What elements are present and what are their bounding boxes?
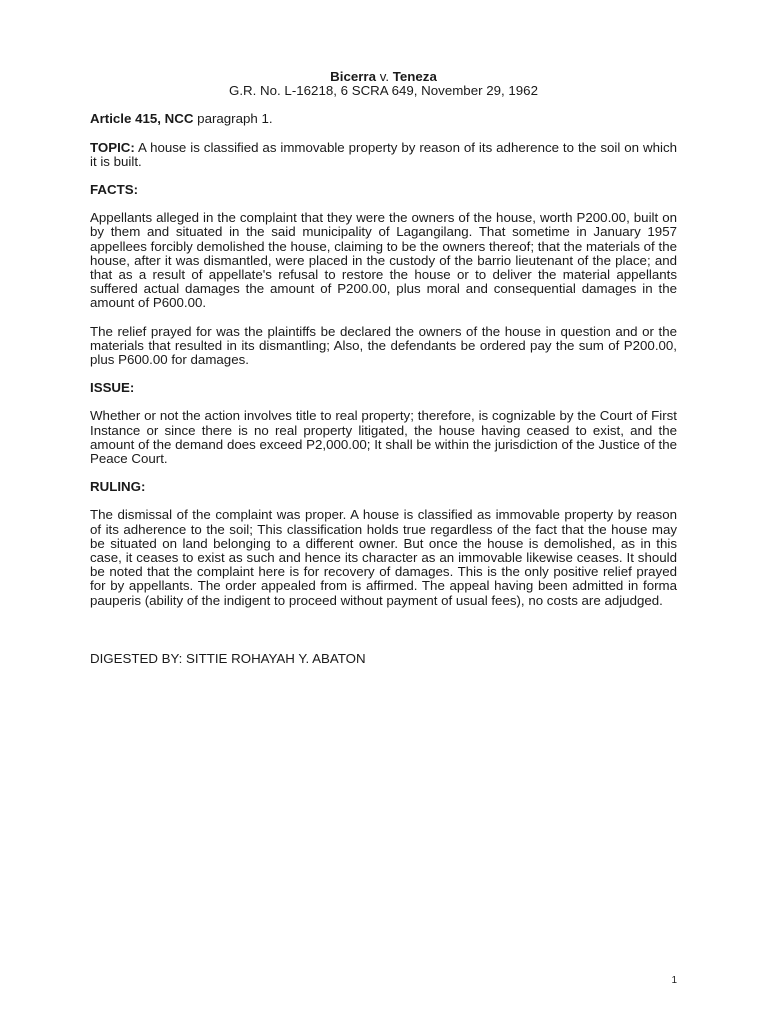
document-page [90,70,677,680]
party-1: Bicerra [330,69,376,84]
issue-heading: ISSUE: [90,380,135,396]
facts-paragraph-2: The relief prayed for was the plaintiffs be declared the owners of the house in question and or the materials that resulted in its dismantling; Also, the defendants be ordered pay the sum of P200.00, plus P600.00 for damages. [90,323,677,368]
topic-label: TOPIC: [90,139,135,155]
ruling-paragraph: The dismissal of the complaint was proper. A house is classified as immovable property by reason of its adherence to the soil; This classification holds true regardless of the fact that the house may be situated on land belonging to a different owner. But once the house is demolished, as in this case, it ceases to exist as such and hence its character as an immovable likewise ceases. It should be noted that the complaint here is for recovery of damages. This is the only positive relief prayed for by appellants. The order appealed from is affirmed. The appeal having been admitted in forma pauperis (ability of the indigent to proceed without payment of usual fees), no costs are adjudged. [90,507,677,608]
digested-by-line: DIGESTED BY: SITTIE ROHAYAH Y. ABATON [90,650,366,666]
facts-heading: FACTS: [90,182,139,198]
ruling-heading: RULING: [90,479,146,495]
issue-paragraph: Whether or not the action involves title to real property; therefore, is cognizable by the Court of First Instance or since there is no real property litigated, the house having ceased to exist, and the amount of the demand does exceed P2,000.00; It shall be within the jurisdiction of the Justice of the Peace Court. [90,408,677,467]
article-line [90,112,677,126]
topic-text: A house is classified as immovable property by reason of its adherence to the soil on which it is built. [90,139,677,169]
case-citation: G.R. No. L-16218, 6 SCRA 649, November 29, 1962 [229,83,538,99]
topic-paragraph [90,141,677,169]
page-number: 1 [671,975,677,986]
case-title-block [90,70,677,98]
case-name [90,70,677,84]
article-label: Article 415, NCC [90,111,194,127]
party-2: Teneza [392,69,437,84]
article-text: paragraph 1. [197,111,273,127]
facts-paragraph-1: Appellants alleged in the complaint that they were the owners of the house, worth P200.00, built on by them and situated in the said municipality of Lagangilang. That sometime in January 1957 appellees forcibly demolished the house, claiming to be the owners thereof; that the materials of the house, after it was dismantled, were placed in the custody of the barrio lieutenant of the place; and that as a result of appellate's refusal to restore the house or to deliver the material appellants suffered actual damages the amount of P200.00, plus moral and consequential damages in the amount of P600.00. [90,210,677,311]
versus-label: v. [379,69,390,84]
